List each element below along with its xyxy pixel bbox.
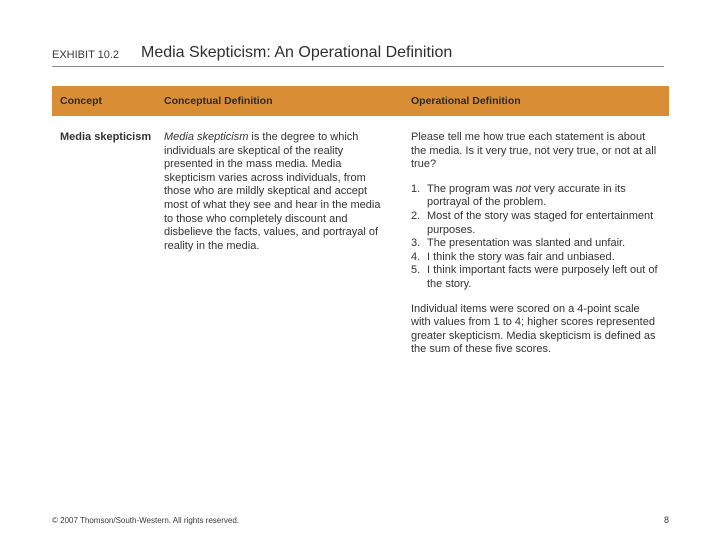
list-item: [411, 251, 661, 265]
header-concept: Concept: [60, 95, 102, 107]
item-number: 2.: [411, 209, 421, 222]
list-item: [411, 210, 661, 237]
item-text-after: very accurate in its portrayal of the problem.: [427, 182, 626, 209]
item-number: 1.: [411, 182, 421, 195]
item-text: I think important facts were purposely left out of the story.: [427, 264, 658, 290]
concept-cell: Media skepticism: [60, 131, 152, 143]
header-operational-definition: Operational Definition: [411, 95, 521, 107]
item-text: The presentation was slanted and unfair.: [427, 237, 626, 250]
item-text: I think the story was fair and unbiased.: [427, 250, 615, 263]
operational-intro: Please tell me how true each statement is about the media. Is it very true, not very true, or not at all true?: [411, 131, 657, 171]
header-conceptual-definition: Conceptual Definition: [164, 95, 273, 107]
conceptual-term: Media skepticism: [164, 131, 249, 143]
list-item: [411, 264, 661, 291]
exhibit-label: EXHIBIT 10.2: [52, 49, 120, 61]
operational-definition-cell: [411, 131, 661, 357]
item-number: 4.: [411, 250, 421, 263]
item-text: Most of the story was staged for entertainment purposes.: [427, 209, 654, 236]
page-title: Media Skepticism: An Operational Definition: [141, 44, 453, 61]
item-number: 3.: [411, 237, 421, 250]
page-number: 8: [664, 515, 670, 525]
table-header-row: [52, 86, 669, 116]
title-divider: [52, 66, 664, 67]
item-number: 5.: [411, 264, 421, 277]
list-item: [411, 237, 661, 251]
statement-list: [411, 183, 661, 292]
conceptual-definition-cell: [164, 131, 386, 253]
conceptual-definition-text: is the degree to which individuals are skeptical of the reality presented in the mass media. Media skepticism varies across individuals, from those who are mildly skeptical and accept most of what they see and hear in the media to those who completely discount and disbelieve the facts, values, and portrayal of reality in the media.: [164, 131, 381, 252]
item-text: The program was: [427, 182, 516, 195]
item-emphasis: not: [515, 182, 531, 195]
list-item: [411, 183, 661, 210]
copyright-notice: © 2007 Thomson/South-Western. All rights reserved.: [52, 516, 240, 525]
operational-summary: Individual items were scored on a 4-point scale with values from 1 to 4; higher scores represented greater skepticism. Media skepticism is defined as the sum of these five scores.: [411, 302, 656, 356]
